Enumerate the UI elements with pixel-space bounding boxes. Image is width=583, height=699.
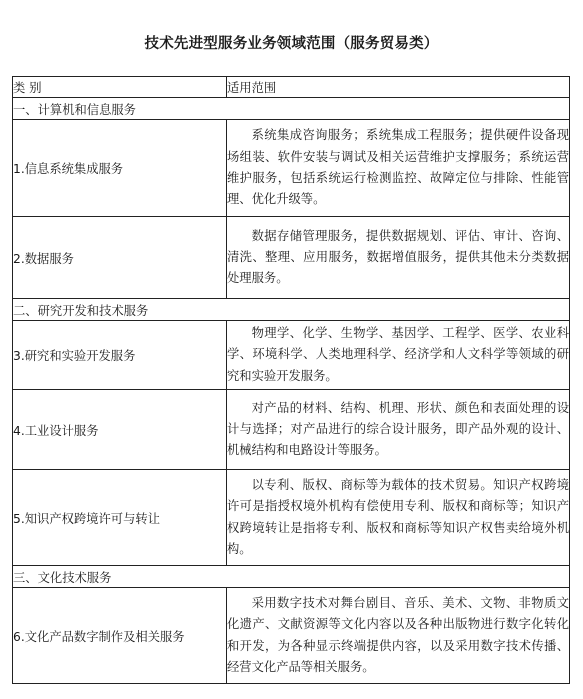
section-row: [13, 98, 570, 120]
scope-column-header: 适用范围: [227, 77, 570, 98]
table-row: [13, 588, 570, 684]
section-title-rd-tech: 二、研究开发和技术服务: [13, 299, 570, 321]
section-title-computer-info: 一、计算机和信息服务: [13, 98, 570, 120]
category-cell: 4.工业设计服务: [13, 390, 227, 470]
section-row: [13, 299, 570, 321]
category-cell: 1.信息系统集成服务: [13, 120, 227, 217]
service-scope-table: [12, 76, 570, 684]
table-row: [13, 217, 570, 299]
category-column-header: 类 别: [13, 77, 227, 98]
category-cell: 3.研究和实验开发服务: [13, 321, 227, 390]
scope-cell: 采用数字技术对舞台剧目、音乐、美术、文物、非物质文化遗产、文献资源等文化内容以及各种出版物进行数字化转化和开发，为各种显示终端提供内容，以及采用数字技术传播、经营文化产品等相关服务。: [227, 588, 570, 684]
category-cell: 2.数据服务: [13, 217, 227, 299]
table-row: [13, 390, 570, 470]
table-row: [13, 120, 570, 217]
category-cell: 5.知识产权跨境许可与转让: [13, 470, 227, 566]
scope-cell: 对产品的材料、结构、机理、形状、颜色和表面处理的设计与选择；对产品进行的综合设计服务，即产品外观的设计、机械结构和电路设计等服务。: [227, 390, 570, 470]
category-cell: 6.文化产品数字制作及相关服务: [13, 588, 227, 684]
section-row: [13, 566, 570, 588]
scope-cell: 以专利、版权、商标等为载体的技术贸易。知识产权跨境许可是指授权境外机构有偿使用专利、版权和商标等；知识产权跨境转让是指将专利、版权和商标等知识产权售卖给境外机构。: [227, 470, 570, 566]
table-row: [13, 470, 570, 566]
table-header-row: [13, 77, 570, 98]
scope-cell: 系统集成咨询服务；系统集成工程服务；提供硬件设备现场组装、软件安装与调试及相关运营维护支撑服务；系统运营维护服务，包括系统运行检测监控、故障定位与排除、性能管理、优化升级等。: [227, 120, 570, 217]
scope-cell: 数据存储管理服务，提供数据规划、评估、审计、咨询、清洗、整理、应用服务，数据增值服务，提供其他未分类数据处理服务。: [227, 217, 570, 299]
table-row: [13, 321, 570, 390]
section-title-culture-tech: 三、文化技术服务: [13, 566, 570, 588]
document-title: 技术先进型服务业务领域范围（服务贸易类）: [144, 36, 439, 52]
scope-cell: 物理学、化学、生物学、基因学、工程学、医学、农业科学、环境科学、人类地理科学、经济学和人文科学等领域的研究和实验开发服务。: [227, 321, 570, 390]
